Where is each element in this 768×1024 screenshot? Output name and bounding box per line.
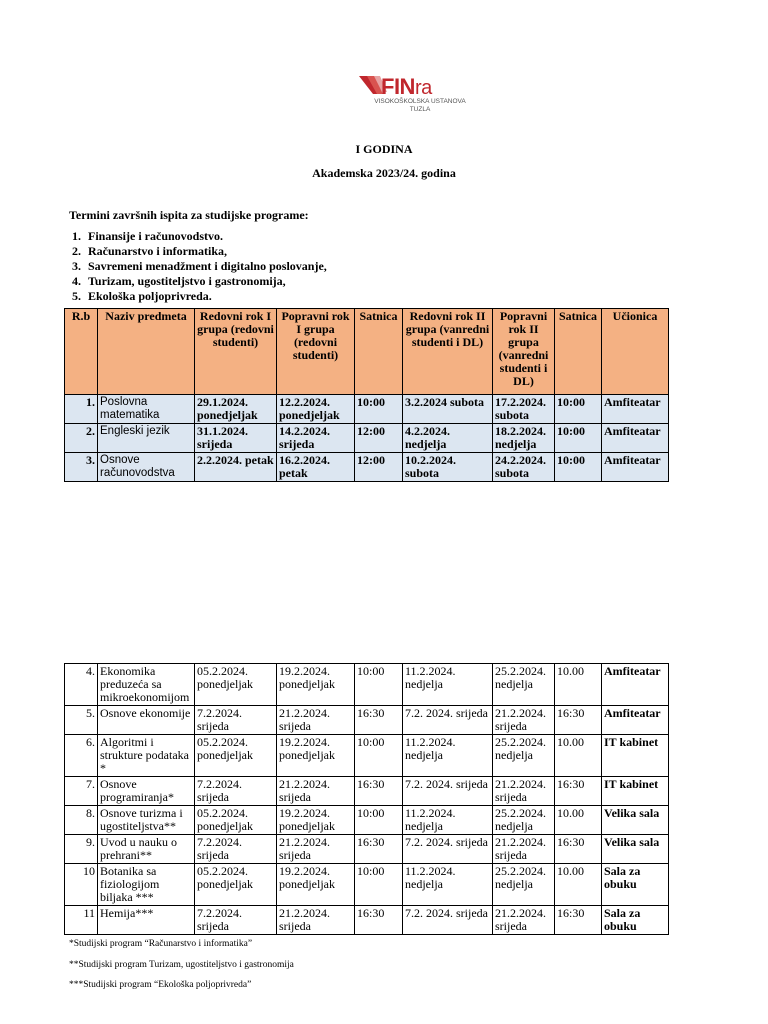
program-item: 1. Finansije i računovodstvo.: [72, 229, 224, 243]
repair-date-2: 25.2.2024. nedjelja: [493, 864, 555, 906]
time-1: 12:00: [355, 424, 403, 453]
time-2: 16:30: [555, 906, 602, 935]
room-name: Amfiteatar: [602, 424, 669, 453]
time-1: 16:30: [355, 777, 403, 806]
regular-date-1: 05.2.2024. ponedjeljak: [195, 864, 277, 906]
time-2: 10.00: [555, 664, 602, 706]
exam-table-2: [64, 663, 669, 935]
year-title: I GODINA: [355, 142, 413, 156]
regular-date-1: 05.2.2024. ponedjeljak: [195, 735, 277, 777]
repair-date-1: 21.2.2024. srijeda: [277, 906, 355, 935]
program-item: 5. Ekološka poljoprivreda.: [72, 289, 212, 303]
repair-date-2: 17.2.2024. subota: [493, 395, 555, 424]
regular-date-1: 2.2.2024. petak: [195, 453, 277, 482]
repair-date-2: 18.2.2024. nedjelja: [493, 424, 555, 453]
repair-date-1: 21.2.2024. srijeda: [277, 706, 355, 735]
row-number: 11: [65, 906, 98, 935]
time-2: 10:00: [555, 395, 602, 424]
regular-date-2: 10.2.2024. subota: [403, 453, 493, 482]
regular-date-2: 7.2. 2024. srijeda: [403, 906, 493, 935]
time-1: 10:00: [355, 806, 403, 835]
table-header-row: [65, 309, 669, 395]
room-name: Amfiteatar: [602, 453, 669, 482]
time-1: 16:30: [355, 706, 403, 735]
col-subject: Naziv predmeta: [98, 309, 195, 395]
repair-date-1: 21.2.2024. srijeda: [277, 777, 355, 806]
col-time-2: Satnica: [555, 309, 602, 395]
repair-date-2: 21.2.2024. srijeda: [493, 777, 555, 806]
room-name: Velika sala: [602, 835, 669, 864]
footnote-1: *Studijski program “Računarstvo i informatika”: [69, 939, 253, 949]
room-name: Amfiteatar: [602, 664, 669, 706]
finra-logo: [357, 72, 477, 118]
table-row: [65, 835, 669, 864]
repair-date-1: 19.2.2024. ponedjeljak: [277, 806, 355, 835]
row-number: 10: [65, 864, 98, 906]
row-number: 6.: [65, 735, 98, 777]
room-name: Amfiteatar: [602, 706, 669, 735]
table-row: [65, 395, 669, 424]
regular-date-2: 11.2.2024. nedjelja: [403, 735, 493, 777]
subject-name: Hemija***: [98, 906, 195, 935]
col-regular-1: Redovni rok I grupa (redovni studenti): [195, 309, 277, 395]
time-2: 10.00: [555, 735, 602, 777]
subject-name: Engleski jezik: [98, 424, 195, 453]
repair-date-2: 25.2.2024. nedjelja: [493, 735, 555, 777]
footnote-2: **Studijski program Turizam, ugostiteljstvo i gastronomija: [69, 960, 294, 970]
time-1: 10:00: [355, 395, 403, 424]
room-name: IT kabinet: [602, 735, 669, 777]
academic-year: Akademska 2023/24. godina: [312, 166, 456, 180]
room-name: Sala za obuku: [602, 906, 669, 935]
room-name: Velika sala: [602, 806, 669, 835]
repair-date-1: 19.2.2024. ponedjeljak: [277, 864, 355, 906]
repair-date-2: 25.2.2024. nedjelja: [493, 806, 555, 835]
program-list: [72, 229, 327, 304]
table-row: [65, 906, 669, 935]
room-name: Sala za obuku: [602, 864, 669, 906]
repair-date-2: 25.2.2024. nedjelja: [493, 664, 555, 706]
repair-date-1: 21.2.2024. srijeda: [277, 835, 355, 864]
subject-name: Osnove ekonomije: [98, 706, 195, 735]
col-rb: R.b: [65, 309, 98, 395]
footnote-3: ***Studijski program “Ekološka poljoprivreda”: [69, 980, 252, 990]
regular-date-2: 11.2.2024. nedjelja: [403, 664, 493, 706]
repair-date-1: 14.2.2024. srijeda: [277, 424, 355, 453]
col-repair-1: Popravni rok I grupa (redovni studenti): [277, 309, 355, 395]
col-room: Učionica: [602, 309, 669, 395]
regular-date-1: 7.2.2024. srijeda: [195, 835, 277, 864]
row-number: 5.: [65, 706, 98, 735]
subject-name: Uvod u nauku o prehrani**: [98, 835, 195, 864]
regular-date-1: 7.2.2024. srijeda: [195, 906, 277, 935]
table-row: [65, 777, 669, 806]
regular-date-1: 05.2.2024. ponedjeljak: [195, 806, 277, 835]
col-time-1: Satnica: [355, 309, 403, 395]
col-regular-2: Redovni rok II grupa (vanredni studenti i DL): [403, 309, 493, 395]
time-1: 10:00: [355, 735, 403, 777]
subject-name: Osnove programiranja*: [98, 777, 195, 806]
row-number: 3.: [65, 453, 98, 482]
row-number: 8.: [65, 806, 98, 835]
time-1: 10:00: [355, 864, 403, 906]
regular-date-1: 05.2.2024. ponedjeljak: [195, 664, 277, 706]
repair-date-2: 24.2.2024. subota: [493, 453, 555, 482]
time-2: 10.00: [555, 864, 602, 906]
repair-date-2: 21.2.2024. srijeda: [493, 706, 555, 735]
time-2: 16:30: [555, 777, 602, 806]
subject-name: Algoritmi i strukture podataka *: [98, 735, 195, 777]
row-number: 9.: [65, 835, 98, 864]
subject-name: Osnove turizma i ugostiteljstva**: [98, 806, 195, 835]
subject-name: Ekonomika preduzeća sa mikroekonomijom: [98, 664, 195, 706]
regular-date-2: 7.2. 2024. srijeda: [403, 777, 493, 806]
regular-date-1: 31.1.2024. srijeda: [195, 424, 277, 453]
intro-text: Termini završnih ispita za studijske programe:: [69, 208, 309, 222]
subject-name: Osnove računovodstva: [98, 453, 195, 482]
regular-date-2: 4.2.2024. nedjelja: [403, 424, 493, 453]
repair-date-1: 16.2.2024. petak: [277, 453, 355, 482]
table-row: [65, 424, 669, 453]
time-2: 10.00: [555, 806, 602, 835]
regular-date-2: 11.2.2024. nedjelja: [403, 864, 493, 906]
table-row: [65, 806, 669, 835]
table-row: [65, 664, 669, 706]
program-item: 4. Turizam, ugostiteljstvo i gastronomija,: [72, 274, 286, 288]
regular-date-2: 7.2. 2024. srijeda: [403, 706, 493, 735]
regular-date-2: 7.2. 2024. srijeda: [403, 835, 493, 864]
table-row: [65, 864, 669, 906]
program-item: 2. Računarstvo i informatika,: [72, 244, 227, 258]
room-name: Amfiteatar: [602, 395, 669, 424]
exam-table-1: [64, 308, 669, 482]
row-number: 2.: [65, 424, 98, 453]
repair-date-2: 21.2.2024. srijeda: [493, 835, 555, 864]
row-number: 7.: [65, 777, 98, 806]
regular-date-1: 7.2.2024. srijeda: [195, 777, 277, 806]
table-row: [65, 453, 669, 482]
room-name: IT kabinet: [602, 777, 669, 806]
regular-date-2: 3.2.2024 subota: [403, 395, 493, 424]
row-number: 1.: [65, 395, 98, 424]
time-1: 10:00: [355, 664, 403, 706]
table-row: [65, 735, 669, 777]
time-2: 16:30: [555, 706, 602, 735]
row-number: 4.: [65, 664, 98, 706]
repair-date-1: 19.2.2024. ponedjeljak: [277, 735, 355, 777]
logo-subtitle: VISOKOŠKOLSKA USTANOVA TUZLA: [374, 98, 466, 113]
table-row: [65, 706, 669, 735]
col-repair-2: Popravni rok II grupa (vanredni studenti i DL): [493, 309, 555, 395]
subject-name: Poslovna matematika: [98, 395, 195, 424]
repair-date-1: 19.2.2024. ponedjeljak: [277, 664, 355, 706]
subject-name: Botanika sa fiziologijom biljaka ***: [98, 864, 195, 906]
time-1: 12:00: [355, 453, 403, 482]
program-item: 3. Savremeni menadžment i digitalno poslovanje,: [72, 259, 327, 273]
time-1: 16:30: [355, 906, 403, 935]
regular-date-2: 11.2.2024. nedjelja: [403, 806, 493, 835]
time-2: 10:00: [555, 453, 602, 482]
regular-date-1: 7.2.2024. srijeda: [195, 706, 277, 735]
time-2: 16:30: [555, 835, 602, 864]
time-1: 16:30: [355, 835, 403, 864]
regular-date-1: 29.1.2024. ponedjeljak: [195, 395, 277, 424]
repair-date-1: 12.2.2024. ponedjeljak: [277, 395, 355, 424]
logo-brand: FINra: [381, 74, 432, 99]
time-2: 10:00: [555, 424, 602, 453]
repair-date-2: 21.2.2024. srijeda: [493, 906, 555, 935]
